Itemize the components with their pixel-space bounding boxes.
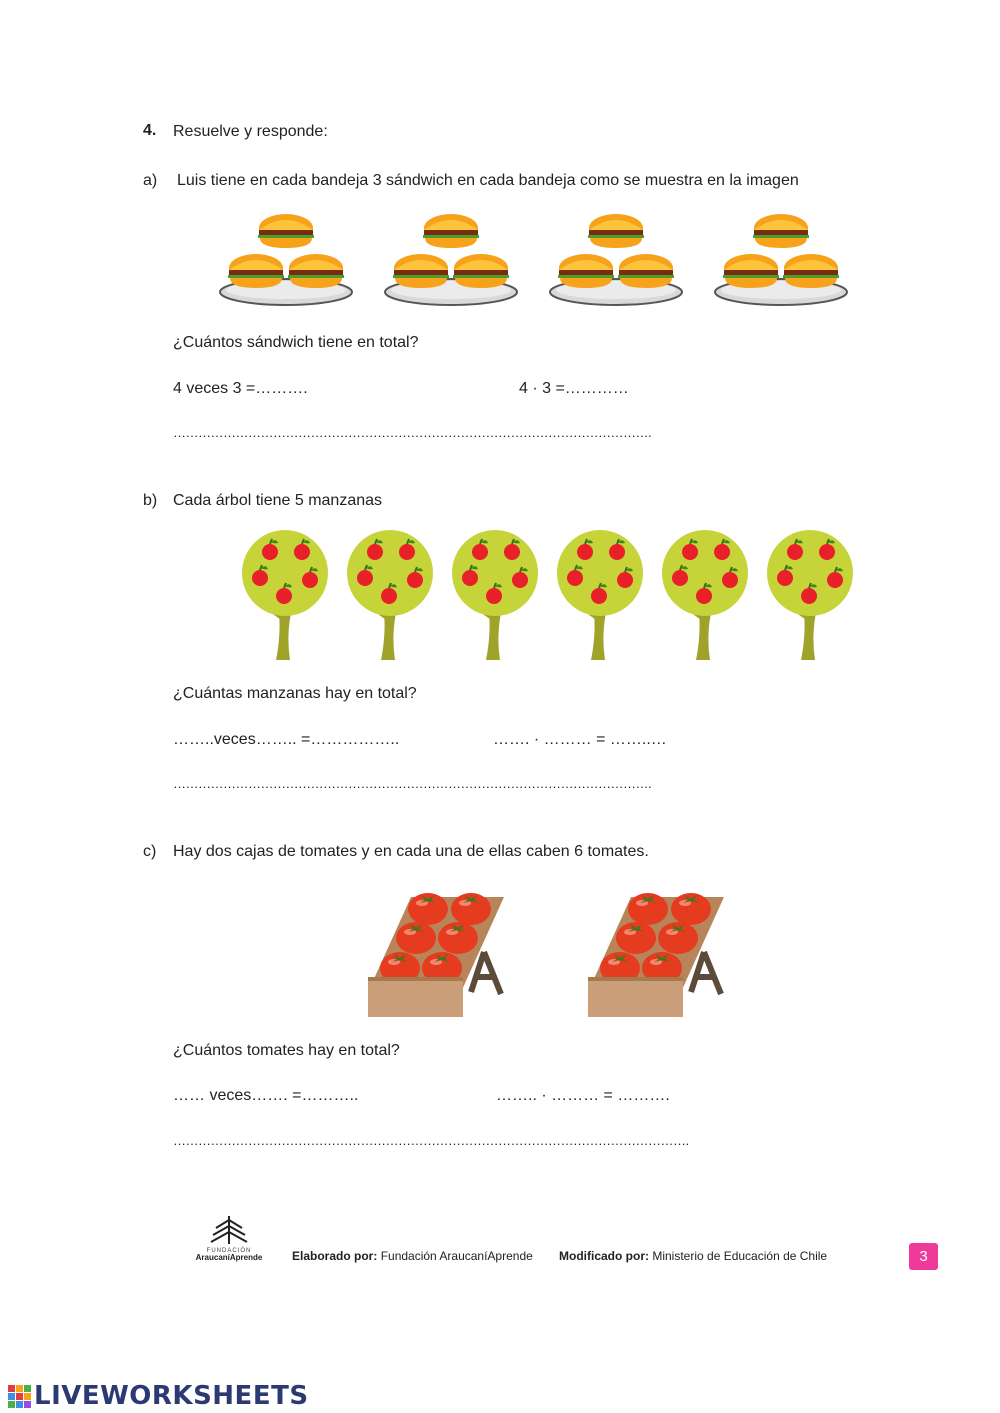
apple-tree xyxy=(662,530,748,660)
footer-modified-label: Modificado por: xyxy=(559,1249,649,1263)
apple-trees-image xyxy=(240,530,865,662)
svg-text:FUNDACIÓN: FUNDACIÓN xyxy=(206,1248,252,1254)
footer-made-by xyxy=(292,1249,533,1263)
part-a-equation-words[interactable]: 4 veces 3 =………. xyxy=(173,380,308,397)
part-c-equation-symbols[interactable]: …….. · ……… = ………. xyxy=(496,1087,670,1104)
part-a-statement: Luis tiene en cada bandeja 3 sándwich en cada bandeja como se muestra en la imagen xyxy=(177,172,799,189)
apple-tree xyxy=(242,530,328,660)
footer-made-by-value: Fundación AraucaníAprende xyxy=(380,1249,533,1263)
sandwich-tray xyxy=(220,214,352,305)
sandwich-tray xyxy=(385,214,517,305)
part-c-statement: Hay dos cajas de tomates y en cada una de ellas caben 6 tomates. xyxy=(173,843,649,860)
footer-modified-value: Ministerio de Educación de Chile xyxy=(652,1249,828,1263)
sandwich-tray xyxy=(715,214,847,305)
sandwich-tray xyxy=(550,214,682,305)
tomato-crate xyxy=(368,893,504,1017)
part-b-question: ¿Cuántas manzanas hay en total? xyxy=(173,685,417,702)
part-a-answer-line[interactable]: ……………………………………………………………………………………………………. xyxy=(173,425,652,440)
footer-modified-by xyxy=(559,1249,827,1263)
liveworksheets-logo-icon xyxy=(8,1385,31,1408)
part-a-question: ¿Cuántos sándwich tiene en total? xyxy=(173,334,419,351)
apple-tree xyxy=(557,530,643,660)
part-c-equation-words[interactable]: …… veces……. =……….. xyxy=(173,1087,359,1104)
part-c-question: ¿Cuántos tomates hay en total? xyxy=(173,1042,400,1059)
part-b-answer-line[interactable]: ……………………………………………………………………………………………………. xyxy=(173,776,652,791)
footer-made-by-label: Elaborado por: xyxy=(292,1249,378,1263)
tomato-crate xyxy=(588,893,724,1017)
part-b-statement: Cada árbol tiene 5 manzanas xyxy=(173,492,383,509)
part-b-equation-words[interactable]: ……..veces…….. =…………….. xyxy=(173,731,400,748)
part-b-label: b) xyxy=(143,492,158,509)
apple-tree xyxy=(347,530,433,660)
tomato-crates-image xyxy=(366,882,736,1019)
araucania-logo xyxy=(186,1214,276,1264)
part-c-label: c) xyxy=(143,843,157,860)
svg-text:AraucaníAprende: AraucaníAprende xyxy=(195,1253,263,1262)
part-a-equation-symbols[interactable]: 4 · 3 =………… xyxy=(519,380,629,397)
question-title: Resuelve y responde: xyxy=(173,123,328,140)
apple-tree xyxy=(452,530,538,660)
page-number-badge: 3 xyxy=(909,1243,938,1270)
liveworksheets-wordmark: LIVEWORKSHEETS xyxy=(34,1381,309,1411)
liveworksheets-brand[interactable] xyxy=(8,1381,309,1411)
part-b-equation-symbols[interactable]: ……. · ……… = ……..… xyxy=(493,731,667,748)
part-c-answer-line[interactable]: ……………………………………………………………………………………………………………. xyxy=(173,1133,689,1148)
sandwich-trays-image xyxy=(215,208,860,313)
question-number: 4. xyxy=(143,122,157,139)
part-a-label: a) xyxy=(143,172,158,189)
apple-tree xyxy=(767,530,853,660)
